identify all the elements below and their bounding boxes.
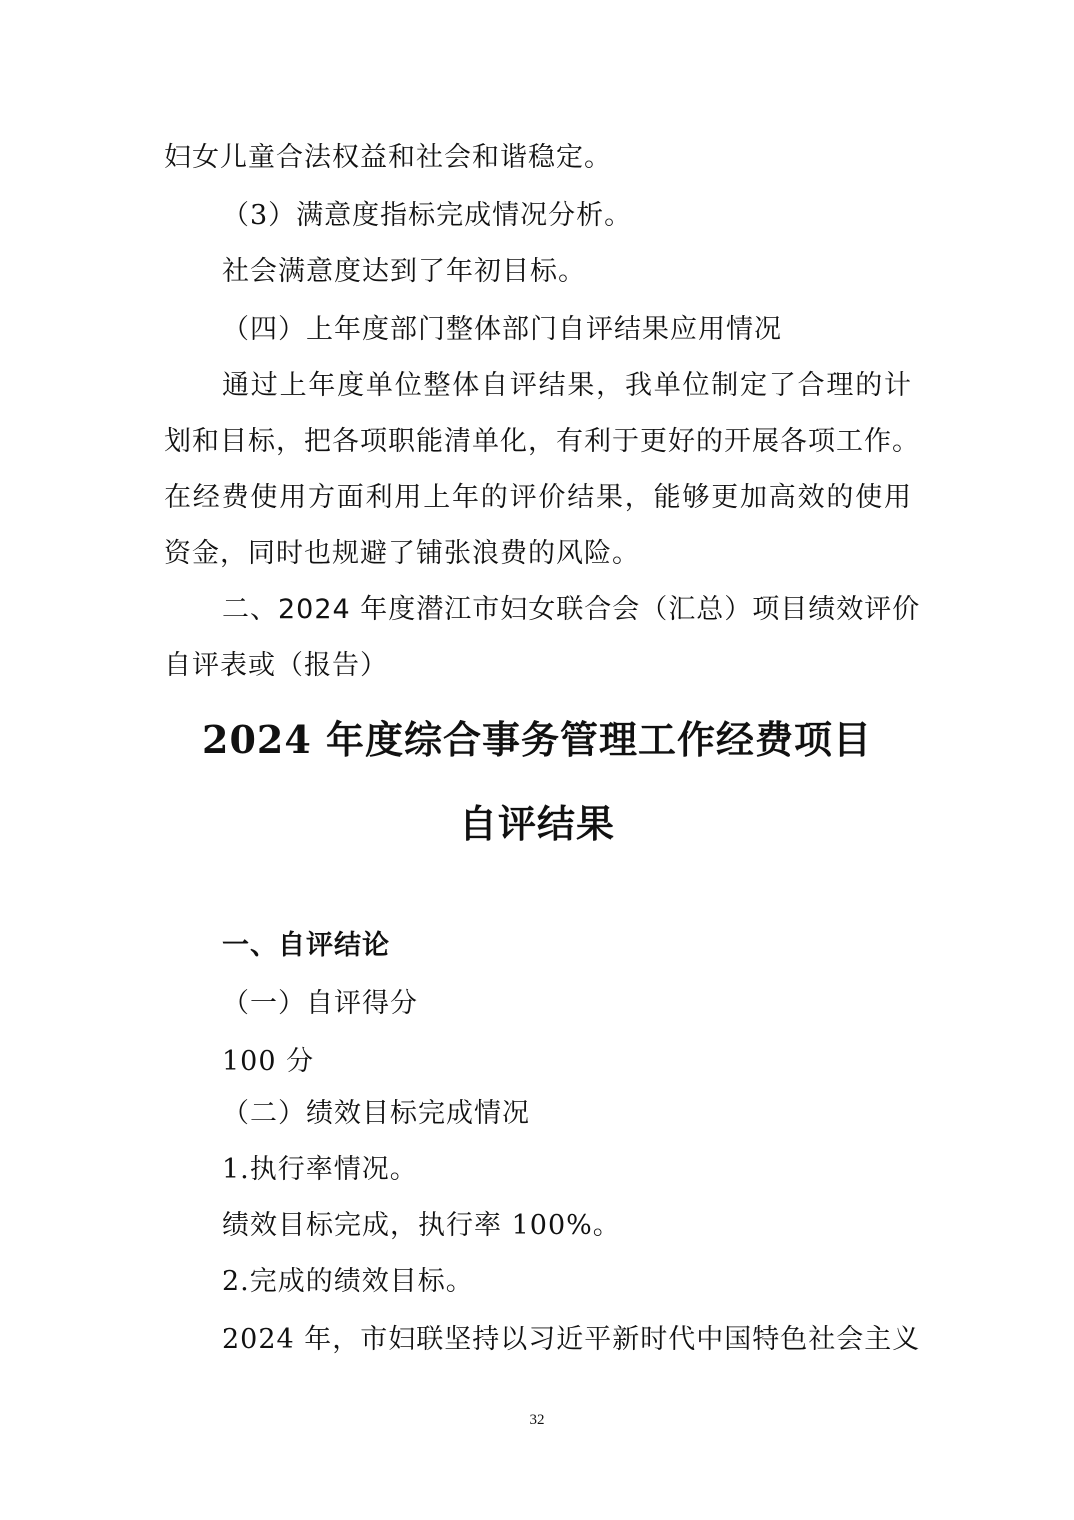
paragraph-line: 通过上年度单位整体自评结果，我单位制定了合理的计 xyxy=(222,370,912,401)
execution-rate-text: 绩效目标完成，执行率 100%。 xyxy=(222,1210,621,1241)
section-heading-line2: 自评表或（报告） xyxy=(164,650,388,681)
score-heading: （一）自评得分 xyxy=(222,988,418,1019)
paragraph-continuation: 妇女儿童合法权益和社会和谐稳定。 xyxy=(164,142,612,173)
page-number: 32 xyxy=(529,1412,545,1428)
completed-goals-heading: 2.完成的绩效目标。 xyxy=(222,1266,474,1297)
paragraph-line: 资金，同时也规避了铺张浪费的风险。 xyxy=(164,538,640,569)
section-four-heading: （四）上年度部门整体部门自评结果应用情况 xyxy=(222,314,782,345)
goal-completion-heading: （二）绩效目标完成情况 xyxy=(222,1098,530,1129)
execution-rate-heading: 1.执行率情况。 xyxy=(222,1154,418,1185)
paragraph-line: 在经费使用方面利用上年的评价结果，能够更加高效的使用 xyxy=(164,482,912,513)
report-title-line1: 2024 年度综合事务管理工作经费项目 xyxy=(202,717,872,762)
paragraph-line: 2024 年，市妇联坚持以习近平新时代中国特色社会主义 xyxy=(222,1324,921,1355)
section-heading-line1: 二、2024 年度潜江市妇女联合会（汇总）项目绩效评价 xyxy=(222,594,921,625)
report-title-line2: 自评结果 xyxy=(458,801,615,846)
satisfaction-text: 社会满意度达到了年初目标。 xyxy=(222,256,586,287)
score-value: 100 分 xyxy=(222,1046,315,1077)
paragraph-line: 划和目标，把各项职能清单化，有利于更好的开展各项工作。 xyxy=(164,426,920,457)
satisfaction-heading: （3）满意度指标完成情况分析。 xyxy=(222,200,633,231)
conclusion-heading: 一、自评结论 xyxy=(222,930,390,961)
